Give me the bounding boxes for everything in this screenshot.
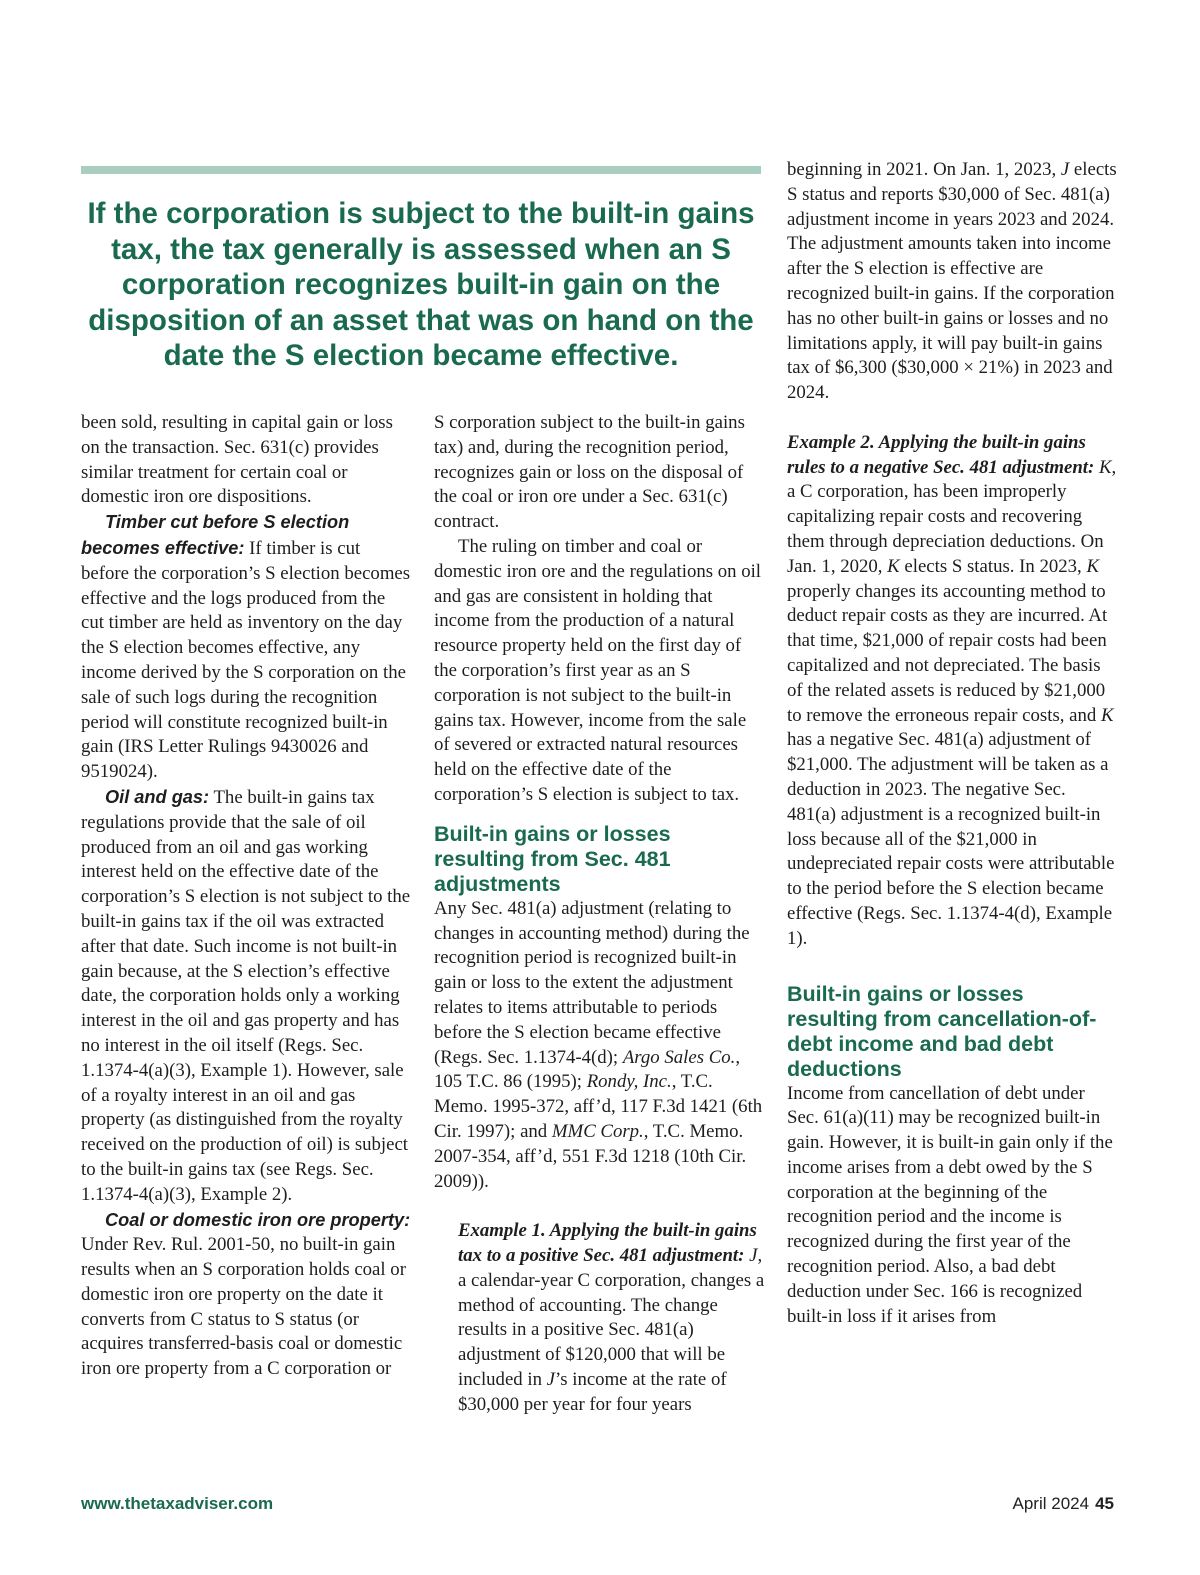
footer-date-page	[1013, 1494, 1114, 1514]
paragraph-text: If timber is cut before the corporation’s S election becomes effective and the logs produced from the cut timber are held as inventory on the day the S election becomes effective, any income derived by the S corporation on the sale of such logs during the recognition period will constitute recognized built-in gain (IRS Letter Rulings 9430026 and 9519024).	[81, 537, 411, 783]
case-citation: Rondy, Inc.	[586, 1071, 672, 1093]
section-heading-sec-481: Built-in gains or losses resulting from Sec. 481 adjustments	[434, 821, 671, 896]
case-citation: Argo Sales Co.	[622, 1046, 736, 1068]
entity-letter: J	[744, 1244, 758, 1266]
example-1-heading: Example 1. Applying the built-in gains tax to a positive Sec. 481 adjustment:	[458, 1220, 757, 1266]
paragraph: S corporation subject to the built-in gains tax) and, during the recognition period, recognizes gain or loss on the disposal of the coal or iron ore under a Sec. 631(c) contract.	[434, 412, 745, 533]
footer-date: April 2024	[1012, 1494, 1090, 1513]
example-1-continued	[787, 158, 1117, 406]
paragraph: been sold, resulting in capital gain or loss on the transaction. Sec. 631(c) provides similar treatment for certain coal or domestic iron ore dispositions.	[81, 412, 393, 508]
page-number: 45	[1095, 1494, 1114, 1513]
paragraph-text: elects S status. In 2023,	[899, 555, 1087, 577]
paragraph-text: properly changes its accounting method to deduct repair costs as they are incurred. At that time, $21,000 of repair costs had been capitalized and not depreciated. The basis of the related assets is reduced by $21,000 to remove the erroneous repair costs, and	[787, 580, 1108, 726]
paragraph-text: , T.C. Memo. 1995-372, aff’d, 117 F.3d 1421 (6th Cir. 1997); and	[434, 1071, 763, 1142]
paragraph-text: The built-in gains tax regulations provide that the sale of oil produced from an oil and gas working interest held on the effective date of the corporation’s S election is not subject to the built-in gains tax if the oil was extracted after that date. Such income is not built-in gain because, at the S election’s effective date, the corporation holds only a working interest in the oil and gas property and has no interest in the oil itself (Regs. Sec. 1.1374-4(a)(3), Example 1). However, sale of a royalty interest in an oil and gas property (as distinguished from the royalty received on the production of oil) is subject to the built-in gains tax (see Regs. Sec. 1.1374-4(a)(3), Example 2).	[81, 786, 411, 1205]
paragraph-sec-481	[434, 897, 766, 1195]
paragraph-text: , a calendar-year C corporation, changes a method of accounting. The change results in a positive Sec. 481(a) adjustment of $120,000 that will be included in	[458, 1244, 765, 1390]
paragraph-text: , a C corporation, has been improperly capitalizing repair costs and recovering them through depreciation deductions. On Jan. 1, 2020,	[787, 456, 1117, 577]
paragraph: The ruling on timber and coal or domestic iron ore and the regulations on oil and gas are consistent in holding that income from the production of a natural resource property held on the first day of the corporation’s first year as an S corporation is not subject to the built-in gains tax. However, income from the sale of severed or extracted natural resources held on the effective date of the corporation’s S election is subject to tax.	[434, 535, 762, 805]
entity-letter: J	[546, 1368, 556, 1390]
entity-letter: K	[1086, 555, 1099, 577]
paragraph-coal	[81, 1208, 411, 1383]
entity-letter: K	[1100, 704, 1114, 726]
paragraph-oil-gas	[81, 785, 411, 1208]
paragraph-timber	[81, 510, 411, 785]
paragraph-text: beginning in 2021. On Jan. 1, 2023,	[787, 159, 1061, 180]
entity-letter: J	[1060, 159, 1070, 180]
column-2	[434, 411, 766, 1417]
example-2-heading: Example 2. Applying the built-in gains rules to a negative Sec. 481 adjustment:	[787, 431, 1095, 478]
paragraph-text: elects S status and reports $30,000 of Sec. 481(a) adjustment income in years 2023 and 2024. The adjustment amounts taken into income after the S election is effective are recognized built-in gains. If the corporation has no other built-in gains or losses and no limitations apply, it will pay built-in gains tax of $6,300 ($30,000 × 21%) in 2023 and 2024.	[787, 159, 1117, 404]
section-heading-cancellation-of-debt: Built-in gains or losses resulting from cancellation-of-debt income and bad debt deductions	[787, 981, 1097, 1081]
run-in-head-coal: Coal or domestic iron ore property:	[105, 1209, 411, 1230]
paragraph-text: Under Rev. Rul. 2001-50, no built-in gain results when an S corporation holds coal or domestic iron ore property on the date it converts from C status to S status (or acquires transferred-basis coal or domestic iron ore property from a C corporation or	[81, 1234, 406, 1380]
example-1	[434, 1219, 766, 1417]
paragraph-text: has a negative Sec. 481(a) adjustment of $21,000. The adjustment will be taken as a deduction in 2023. The negative Sec. 481(a) adjustment is a recognized built-in loss because all of the $21,000 in undepreciated repair costs were attributable to the period before the S election became effective (Regs. Sec. 1.1374-4(d), Example 1).	[787, 729, 1115, 949]
pull-quote: If the corporation is subject to the built-in gains tax, the tax generally is assessed when an S corporation recognizes built-in gain on the disposition of an asset that was on hand on the date the S election became effective.	[87, 197, 755, 372]
case-citation: MMC Corp.	[551, 1120, 644, 1142]
entity-letter: K	[887, 555, 900, 577]
paragraph-text: ’s income at the rate of $30,000 per year for four years	[458, 1368, 727, 1415]
pull-quote-rule	[81, 166, 761, 174]
column-3	[787, 158, 1117, 1329]
paragraph-cancellation-of-debt: Income from cancellation of debt under Sec. 61(a)(11) may be recognized built-in gain. However, it is built-in gain only if the income arises from a debt owed by the S corporation at the beginning of the recognition period and the income is recognized during the first year of the recognition period. Also, a bad debt deduction under Sec. 166 is recognized built-in loss if it arises from	[787, 1082, 1113, 1327]
column-1	[81, 411, 411, 1382]
paragraph-text: , T.C. Memo. 2007-354, aff’d, 551 F.3d 1218 (10th Cir. 2009)).	[434, 1120, 747, 1192]
paragraph-text: Any Sec. 481(a) adjustment (relating to changes in accounting method) during the recognition period is recognized built-in gain or loss to the extent the adjustment relates to items attributable to periods before the S election became effective (Regs. Sec. 1.1374-4(d);	[434, 897, 750, 1068]
entity-letter: K	[1094, 456, 1112, 478]
run-in-head-timber: Timber cut before S election becomes effective:	[81, 512, 350, 558]
run-in-head-oil-gas: Oil and gas:	[105, 786, 210, 807]
paragraph-text: , 105 T.C. 86 (1995);	[434, 1046, 741, 1093]
footer-website: www.thetaxadviser.com	[81, 1494, 274, 1513]
example-2	[787, 431, 1117, 952]
